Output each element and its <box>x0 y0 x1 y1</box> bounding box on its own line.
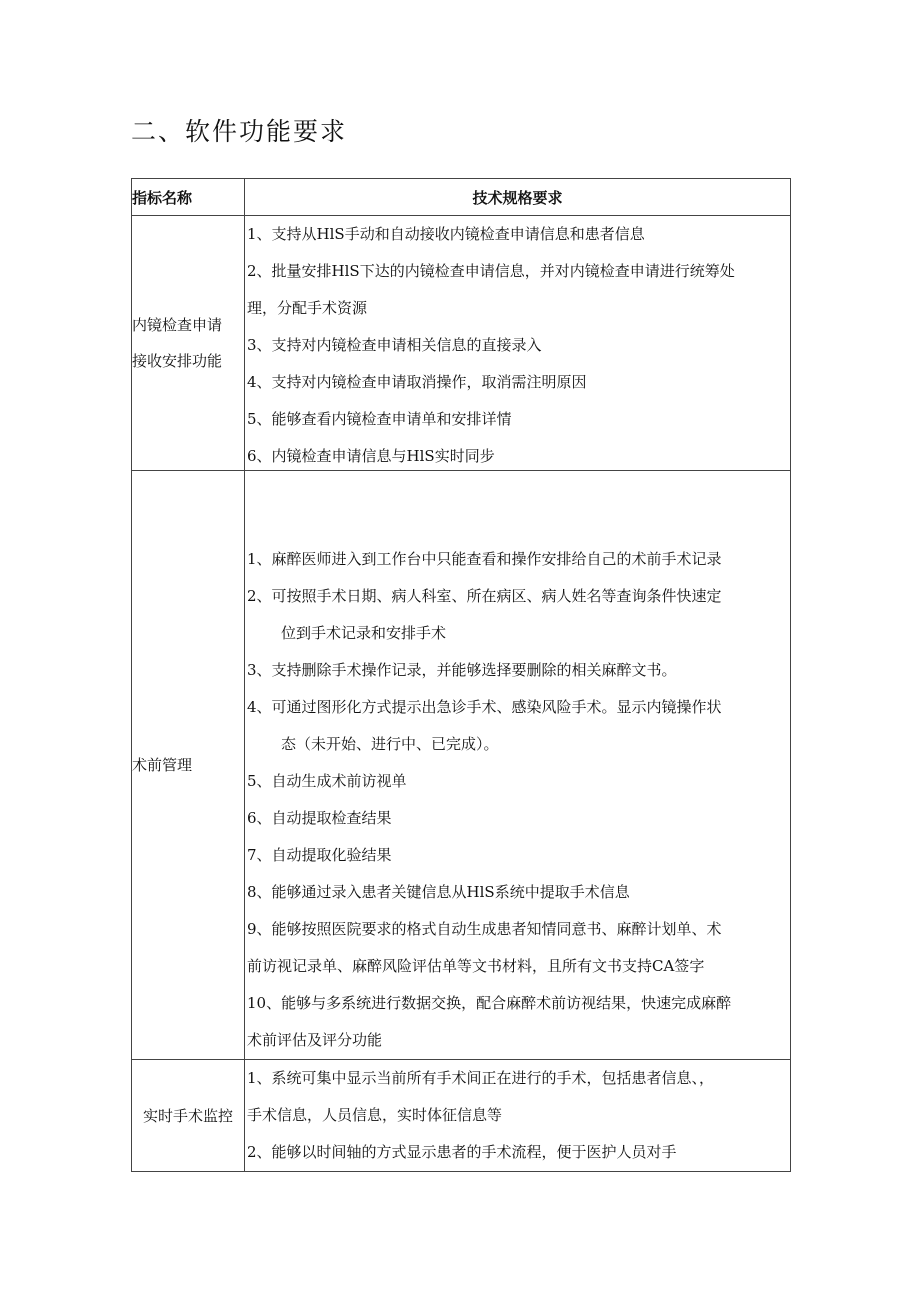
requirement-line: 理，分配手术资源 <box>247 299 368 317</box>
requirement-line: 8、能够通过录入患者关键信息从HlS系统中提取手术信息 <box>247 883 630 901</box>
requirement-line: 2、批量安排HlS下达的内镜检查申请信息，并对内镜检查申请进行统筹处 <box>247 262 735 280</box>
requirement-line: 前访视记录单、麻醉风险评估单等文书材料，且所有文书支持CA签字 <box>247 957 705 975</box>
requirement-line: 2、能够以时间轴的方式显示患者的手术流程，便于医护人员对手 <box>247 1143 677 1161</box>
requirement-line: 手术信息，人员信息，实时体征信息等 <box>247 1106 503 1124</box>
table-row <box>132 471 791 1060</box>
header-indicator-name: 指标名称 <box>132 179 245 216</box>
requirement-line: 10、能够与多系统进行数据交换，配合麻醉术前访视结果，快速完成麻醉 <box>247 994 732 1012</box>
section-heading: 二、软件功能要求 <box>131 117 348 146</box>
requirement-line: 9、能够按照医院要求的格式自动生成患者知情同意书、麻醉计划单、术 <box>247 920 722 938</box>
row-name-realtime-monitoring <box>132 1060 245 1172</box>
requirement-line: 4、支持对内镜检查申请取消操作，取消需注明原因 <box>247 373 587 391</box>
requirement-line: 1、支持从HlS手动和自动接收内镜检查申请信息和患者信息 <box>247 225 645 243</box>
requirement-line: 态（未开始、进行中、已完成）。 <box>281 735 499 753</box>
requirement-line: 3、支持对内镜检查申请相关信息的直接录入 <box>247 336 542 354</box>
table-header-row <box>132 179 791 216</box>
table-row <box>132 216 791 471</box>
requirement-line: 4、可通过图形化方式提示出急诊手术、感染风险手术。显示内镜操作状 <box>247 698 722 716</box>
row-name-endoscopy-scheduling <box>132 216 245 471</box>
row-requirements <box>245 216 791 471</box>
requirement-line: 2、可按照手术日期、病人科室、所在病区、病人姓名等查询条件快速定 <box>247 587 722 605</box>
requirement-line: 3、支持删除手术操作记录，并能够选择要删除的相关麻醉文书。 <box>247 661 677 679</box>
row-name-line: 术前管理 <box>132 756 193 774</box>
requirement-line: 术前评估及评分功能 <box>247 1031 383 1049</box>
requirement-line: 1、系统可集中显示当前所有手术间正在进行的手术，包括患者信息、， <box>247 1069 715 1087</box>
requirement-line: 6、内镜检查申请信息与HlS实时同步 <box>247 447 495 465</box>
row-name-line: 实时手术监控 <box>142 1106 233 1125</box>
requirement-line: 5、能够查看内镜检查申请单和安排详情 <box>247 410 512 428</box>
header-tech-spec: 技术规格要求 <box>245 179 791 216</box>
requirement-line: 7、自动提取化验结果 <box>247 846 392 864</box>
requirement-line: 6、自动提取检查结果 <box>247 809 392 827</box>
row-name-line: 接收安排功能 <box>132 352 223 370</box>
requirement-line: 1、麻醉医师进入到工作台中只能查看和操作安排给自己的术前手术记录 <box>247 550 722 568</box>
requirement-line: 5、自动生成术前访视单 <box>247 772 407 790</box>
row-name-preoperative <box>132 471 245 1060</box>
requirement-line: 位到手术记录和安排手术 <box>281 624 447 642</box>
row-requirements <box>245 471 791 1060</box>
table-row <box>132 1060 791 1172</box>
requirements-table <box>131 178 791 1172</box>
row-name-line: 内镜检查申请 <box>132 316 223 334</box>
row-requirements <box>245 1060 791 1172</box>
